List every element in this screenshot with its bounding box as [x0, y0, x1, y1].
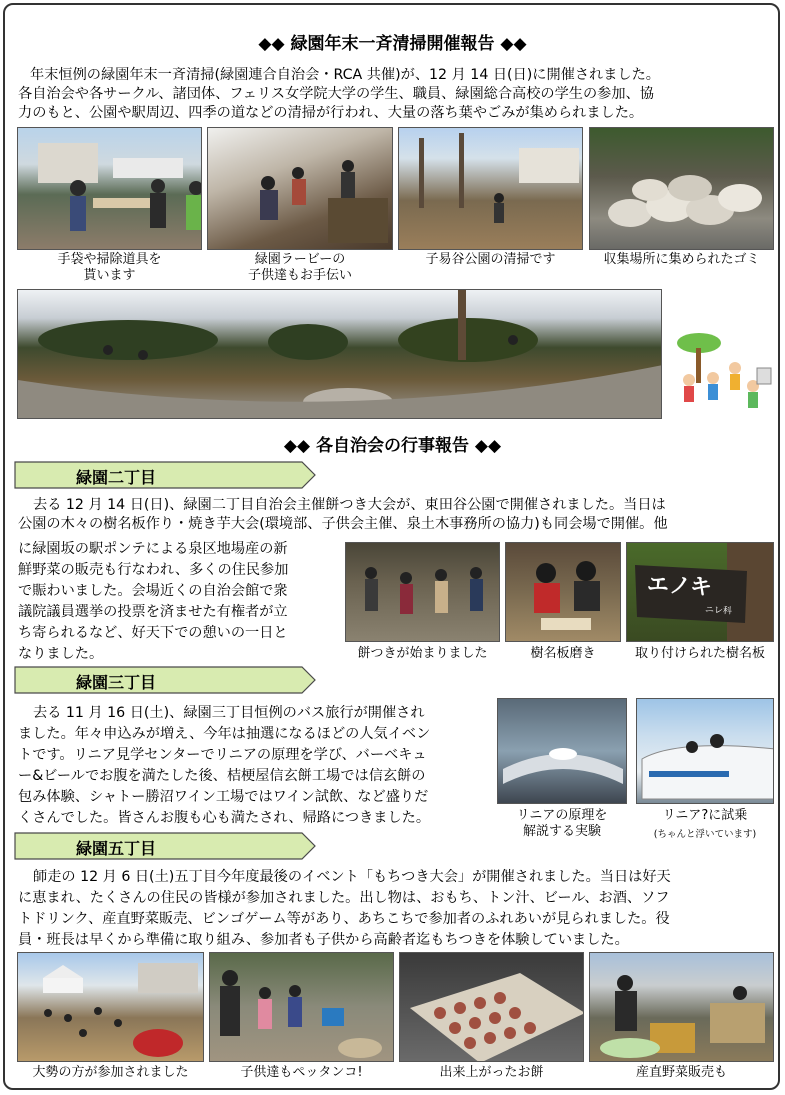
kids-cleaning-icon: [669, 328, 773, 416]
caption-finished-mochi: 出来上がったお餅: [439, 1065, 544, 1080]
caption-polishing: 樹名板磨き: [530, 646, 596, 661]
photo-mochi-start-art: [346, 543, 500, 642]
caption-vegetable-sale: 産直野菜販売も: [635, 1065, 727, 1080]
photo-kids-pounding: [209, 952, 394, 1062]
nichome-line-5: で賑わいました。会場近くの自治会館で衆: [18, 583, 288, 599]
heading-gochome: 緑園五丁目: [76, 839, 157, 858]
photo-koyatani-park: [398, 127, 583, 250]
photo-finished-mochi: [399, 952, 584, 1062]
nichome-line-2: 公園の木々の樹名板作り・焼き芋大会(環境部、子供会主催、泉土木事務所の協力)も同会場で開催。他: [18, 516, 668, 532]
sanchome-line-4: ー&ビールでお腹を満たした後、桔梗屋信玄餅工場では信玄餅の: [18, 768, 426, 784]
sign-subtext: ニレ科: [704, 605, 733, 617]
photo-mochitsuki-start: [345, 542, 500, 642]
section-title-events: ◆◆ 各自治会の行事報告 ◆◆: [283, 436, 502, 456]
caption-gloves-2: 貰います: [83, 268, 136, 283]
photo-vegetable-sale: [589, 952, 774, 1062]
gochome-line-2: に恵まれ、たくさんの住民の皆様が参加されました。出し物は、おもち、トン汁、ビール、お酒、ソフ: [18, 890, 670, 906]
photo-vegetable-art: [590, 953, 774, 1062]
section-title-cleanup: ◆◆ 緑園年末一斉清掃開催報告 ◆◆: [258, 34, 527, 54]
caption-kids-pounding: 子供達もペッタンコ!: [240, 1065, 363, 1080]
nichome-line-6: 議院議員選挙の投票を済ませた有権者が立: [18, 604, 288, 620]
gochome-line-1: 師走の 12 月 6 日(土)五丁目今年度最後のイベント「もちつき大会」が開催されました。当日は好天: [33, 869, 671, 885]
heading-sanchome: 緑園三丁目: [76, 673, 157, 692]
caption-crowd: 大勢の方が参加されました: [32, 1065, 189, 1080]
cleanup-line-1: 年末恒例の緑園年末一斉清掃(緑園連合自治会・RCA 共催)が、12 月 14 日(日)に開催されました。: [30, 67, 660, 83]
photo-linear-art: [498, 699, 627, 804]
photo-linear-ride: [636, 698, 774, 804]
photo-crowd: [17, 952, 204, 1062]
photo-children-art: [208, 128, 393, 250]
photo-panorama-walkway: [17, 289, 662, 419]
photo-linear-experiment: [497, 698, 627, 804]
photo-park-art: [399, 128, 583, 250]
gochome-line-3: トドリンク、産直野菜販売、ビンゴゲーム等があり、あちこちで参加者のふれあいが見られました。役: [18, 911, 670, 927]
heading-nichome: 緑園二丁目: [76, 468, 157, 487]
photo-signboard-polishing: [505, 542, 621, 642]
banner-arrow-shape: [14, 461, 316, 489]
caption-garbage: 収集場所に集められたゴミ: [603, 252, 760, 267]
sanchome-line-3: トです。リニア見学センターでリニアの原理を学び、バーベキュ: [18, 747, 427, 763]
photo-children-helping: [207, 127, 393, 250]
caption-park: 子易谷公園の清掃です: [425, 252, 556, 267]
photo-pounding-art: [210, 953, 394, 1062]
caption-installed-sign: 取り付けられた樹名板: [634, 646, 765, 661]
banner-arrow-shape: [14, 832, 316, 860]
caption-children-1: 緑園ラービーの: [254, 252, 346, 267]
nichome-line-4: 鮮野菜の販売も行なわれ、多くの住民参加: [18, 562, 289, 578]
caption-linear-ride: リニア?に試乗: [662, 808, 748, 823]
gochome-line-4: 員・班長は早くから準備に取り組み、参加者も子供から高齢者迄もちつきを体験していました。: [18, 932, 629, 948]
photo-mochi-art: [400, 953, 584, 1062]
photo-gloves-distribution: [17, 127, 202, 250]
nichome-line-8: なりました。: [18, 646, 104, 662]
caption-linear-1b: 解説する実験: [522, 824, 601, 839]
nichome-line-3: に緑園坂の駅ポンテによる泉区地場産の新: [18, 541, 288, 557]
caption-gloves-1: 手袋や掃除道具を: [57, 252, 162, 267]
photo-garbage-bags: [589, 127, 774, 250]
caption-mochitsuki-start: 餅つきが始まりました: [357, 646, 488, 661]
caption-linear-ride-note: (ちゃんと浮いています): [653, 829, 757, 840]
photo-panorama-art: [18, 290, 662, 419]
photo-gloves-art: [18, 128, 202, 250]
nichome-line-7: ち寄られるなど、好天下での憩いの一日と: [18, 625, 288, 641]
sanchome-line-6: くさんでした。皆さんお腹も心も満たされ、帰路につきました。: [18, 810, 431, 826]
cleanup-line-2: 各自治会や各サークル、諸団体、フェリス女学院大学の学生、職員、緑園総合高校の学生の参加、協: [18, 86, 654, 102]
banner-sanchome: [14, 666, 316, 694]
photo-crowd-art: [18, 953, 204, 1062]
banner-gochome: [14, 832, 316, 860]
sanchome-line-1: 去る 11 月 16 日(土)、緑園三丁目恒例のバス旅行が開催され: [33, 705, 425, 721]
illustration-kids-cleaning: [669, 328, 773, 416]
sanchome-line-5: 包み体験、シャトー勝沼ワイン工場ではワイン試飲、など盛りだ: [18, 789, 429, 805]
photo-installed-signboard: [626, 542, 774, 642]
banner-arrow-shape: [14, 666, 316, 694]
nichome-line-1: 去る 12 月 14 日(日)、緑園二丁目自治会主催餅つき大会が、東田谷公園で開催されました。当日は: [33, 497, 666, 513]
photo-polishing-art: [506, 543, 621, 642]
caption-children-2: 子供達もお手伝い: [247, 268, 352, 283]
cleanup-line-3: 力のもと、公園や駅周辺、四季の道などの清掃が行われ、大量の落ち葉やごみが集められました。: [18, 105, 644, 121]
photo-ride-art: [637, 699, 774, 804]
caption-linear-1a: リニアの原理を: [516, 808, 608, 823]
sign-text: エノキ: [646, 572, 713, 601]
photo-garbage-art: [590, 128, 774, 250]
banner-nichome: [14, 461, 316, 489]
sanchome-line-2: ました。年々申込みが増え、今年は抽選になるほどの人気イベン: [18, 726, 431, 742]
